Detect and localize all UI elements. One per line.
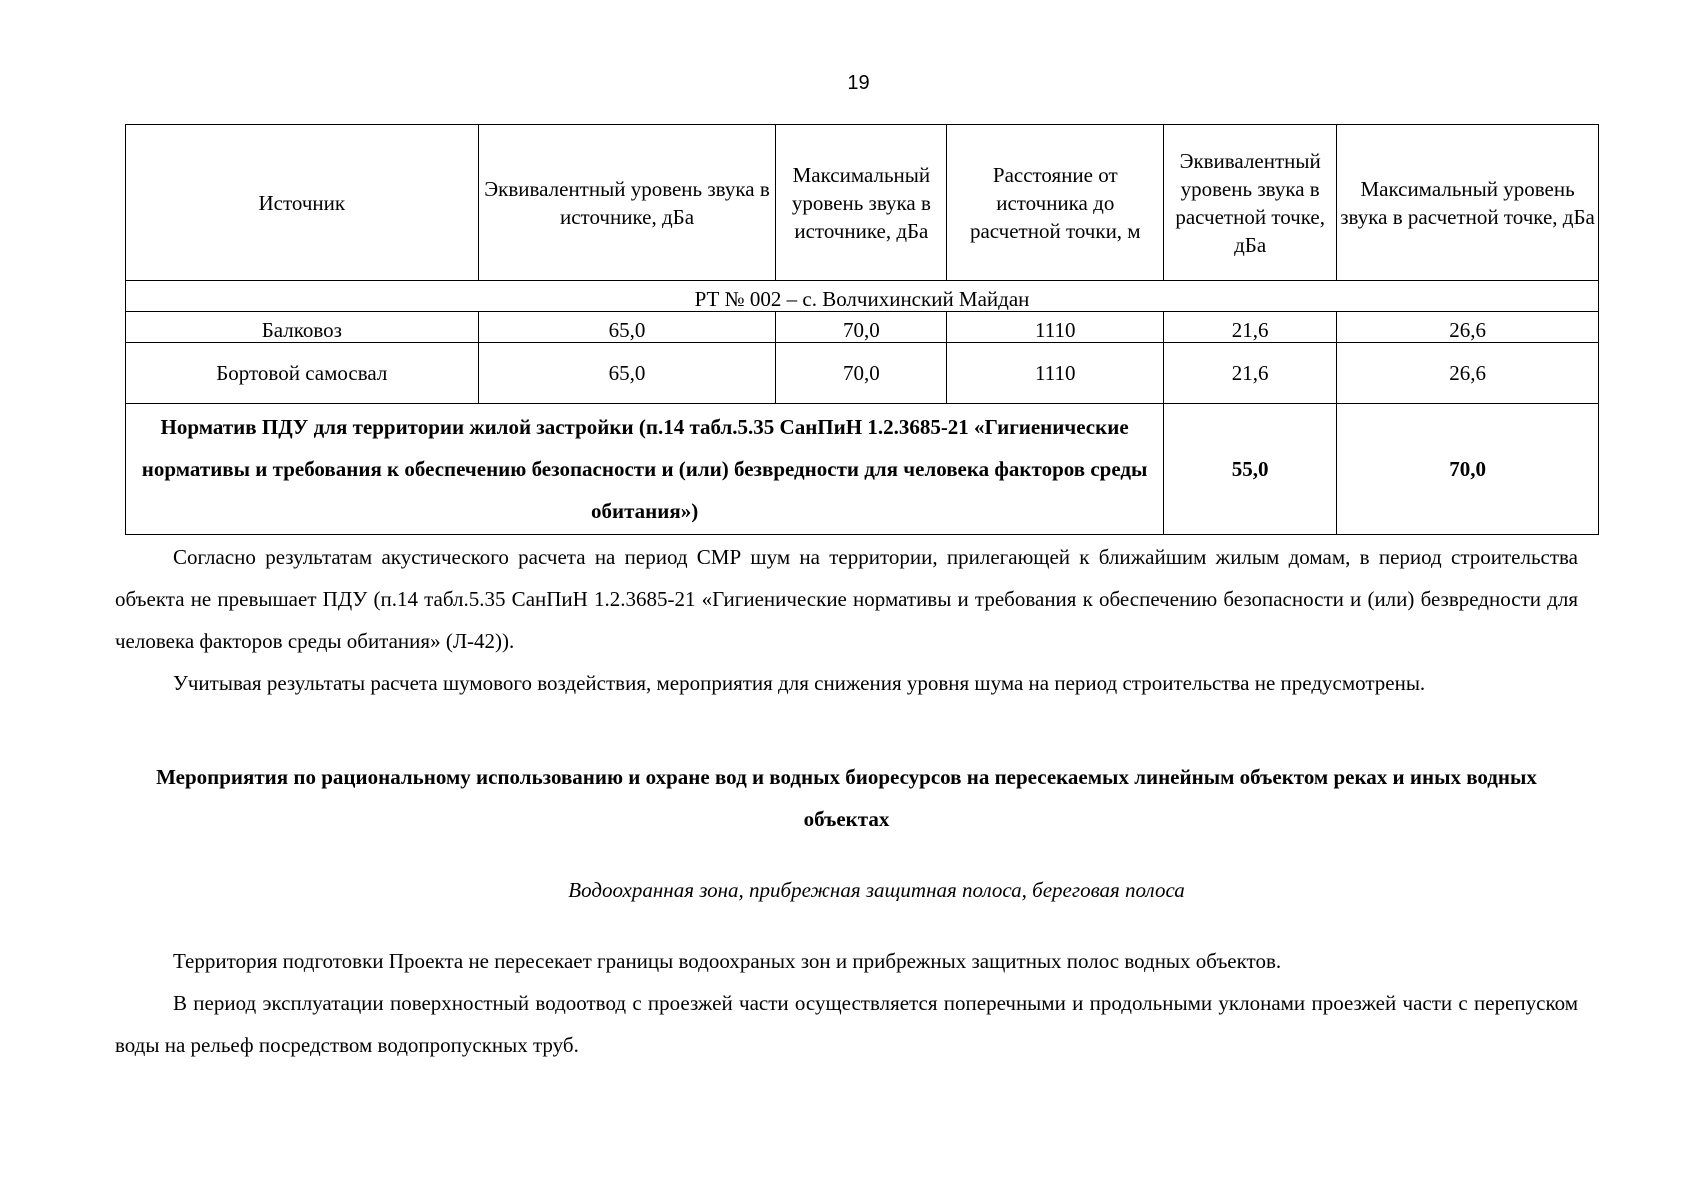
header-distance: Расстояние от источника до расчетной точки, м [947, 125, 1164, 281]
section-heading: Мероприятия по рациональному использованию и охране вод и водных биоресурсов на пересекаемых линейным объектом реках и иных водных объектах [156, 765, 1537, 831]
paragraph-drainage: В период эксплуатации поверхностный водоотвод с проезжей части осуществляется поперечными и продольными уклонами проезжей части с перепуском воды на рельеф посредством водопропускных труб. [115, 991, 1578, 1057]
cell-source: Балковоз [126, 312, 479, 343]
section-subheading: Водоохранная зона, прибрежная защитная полоса, береговая полоса [568, 878, 1185, 902]
cell-equivalent-at-source: 65,0 [478, 312, 776, 343]
page-number: 19 [847, 72, 870, 94]
norm-equivalent: 55,0 [1164, 404, 1337, 535]
cell-source: Бортовой самосвал [126, 343, 479, 404]
cell-equivalent-at-source: 65,0 [478, 343, 776, 404]
cell-maximum-at-source: 70,0 [776, 343, 947, 404]
cell-maximum-at-point: 26,6 [1337, 312, 1599, 343]
table-header-row [126, 125, 1599, 281]
cell-distance: 1110 [947, 312, 1164, 343]
table-row [126, 343, 1599, 404]
norm-label: Норматив ПДУ для территории жилой застройки (п.14 табл.5.35 СанПиН 1.2.3685-21 «Гигиенические нормативы и требования к обеспечению безопасности и (или) безвредности для человека факторов среды обитания») [126, 404, 1164, 535]
paragraph-territory: Территория подготовки Проекта не пересекает границы водоохраных зон и прибрежных защитных полос водных объектов. [173, 949, 1282, 973]
group-title: РТ № 002 – с. Волчихинский Майдан [126, 281, 1599, 312]
header-equivalent-at-point: Эквивалентный уровень звука в расчетной точке, дБа [1164, 125, 1337, 281]
paragraph-no-measures: Учитывая результаты расчета шумового воздействия, мероприятия для снижения уровня шума на период строительства не предусмотрены. [173, 671, 1426, 695]
cell-equivalent-at-point: 21,6 [1164, 343, 1337, 404]
norm-maximum: 70,0 [1337, 404, 1599, 535]
cell-maximum-at-point: 26,6 [1337, 343, 1599, 404]
cell-maximum-at-source: 70,0 [776, 312, 947, 343]
header-maximum-at-source: Максимальный уровень звука в источнике, дБа [776, 125, 947, 281]
table-group-row [126, 281, 1599, 312]
header-maximum-at-point: Максимальный уровень звука в расчетной точке, дБа [1337, 125, 1599, 281]
table-row [126, 312, 1599, 343]
header-source: Источник [126, 125, 479, 281]
paragraph-acoustic-result: Согласно результатам акустического расчета на период СМР шум на территории, прилегающей к ближайшим жилым домам, в период строительства объекта не превышает ПДУ (п.14 табл.5.35 СанПиН 1.2.3685-21 «Гигиенические нормативы и требования к обеспечению безопасности и (или) безвредности для человека факторов среды обитания» (Л-42)). [115, 545, 1578, 653]
header-equivalent-at-source: Эквивалентный уровень звука в источнике, дБа [478, 125, 776, 281]
cell-distance: 1110 [947, 343, 1164, 404]
norm-row [126, 404, 1599, 535]
cell-equivalent-at-point: 21,6 [1164, 312, 1337, 343]
noise-level-table [125, 124, 1599, 535]
